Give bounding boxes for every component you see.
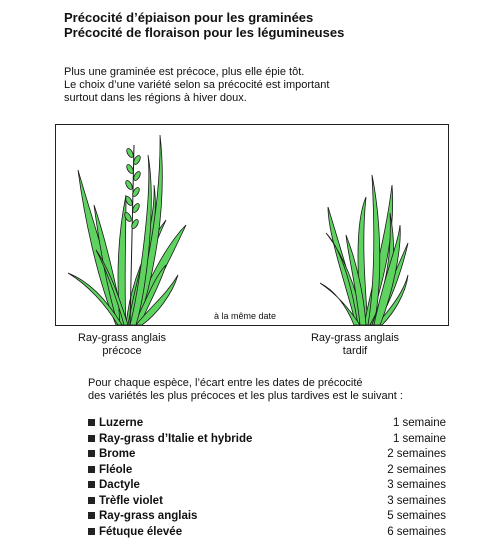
species-name: Brome [99,448,136,460]
square-bullet-icon [88,481,95,488]
species-name: Fétuque élevée [99,525,183,538]
lead-line-2: des variétés les plus précoces et les plus tardives est le suivant : [88,390,403,402]
species-name: Dactyle [99,479,140,491]
square-bullet-icon [88,497,95,504]
intro-line-2: Le choix d’une variété selon sa précocité est important [64,79,330,91]
list-item [88,494,446,510]
square-bullet-icon [88,419,95,426]
list-item [88,478,446,494]
grass-drawing [56,125,448,325]
caption-early [52,332,192,358]
intro-paragraph [64,66,329,105]
square-bullet-icon [88,466,95,473]
species-name: Ray-grass anglais [99,510,198,522]
species-list [88,416,446,540]
species-gap: 3 semaines [387,479,446,491]
lead-line-1: Pour chaque espèce, l’écart entre les dates de précocité [88,377,363,389]
square-bullet-icon [88,450,95,457]
square-bullet-icon [88,512,95,519]
square-bullet-icon [88,528,95,535]
species-name: Luzerne [99,417,144,429]
grass-illustration-panel [55,124,449,326]
intro-line-1: Plus une graminée est précoce, plus elle épie tôt. [64,66,305,78]
list-item [88,432,446,448]
title-line-2: Précocité de floraison pour les légumineuses [64,25,345,40]
species-gap: 3 semaines [387,494,446,507]
species-name: Ray-grass d’Italie et hybride [99,432,253,445]
species-name: Fléole [99,463,133,476]
list-item [88,447,446,463]
title-line-1: Précocité d’épiaison pour les graminées [64,10,314,25]
early-grass-plant [68,135,186,325]
species-gap: 5 semaines [387,510,446,522]
caption-late-line-1: Ray-grass anglais [310,332,400,344]
list-item [88,463,446,479]
intro-line-3: surtout dans les régions à hiver doux. [64,92,247,104]
caption-early-line-1: Ray-grass anglais [77,332,167,344]
list-item [88,525,446,541]
species-gap: 6 semaines [387,525,446,538]
late-grass-plant [320,175,408,325]
caption-late-line-2: tardif [342,345,368,357]
caption-early-line-2: précoce [102,345,142,357]
species-gap: 1 semaine [392,417,446,429]
list-item [88,509,446,525]
caption-late [285,332,425,358]
species-gap: 2 semaines [387,448,446,460]
species-gap: 2 semaines [387,463,446,476]
species-name: Trèfle violet [99,494,163,507]
lead-paragraph [88,377,403,403]
same-date-label: à la même date [214,311,277,321]
list-item [88,416,446,432]
square-bullet-icon [88,435,95,442]
page-title [64,10,344,40]
species-gap: 1 semaine [392,432,446,445]
